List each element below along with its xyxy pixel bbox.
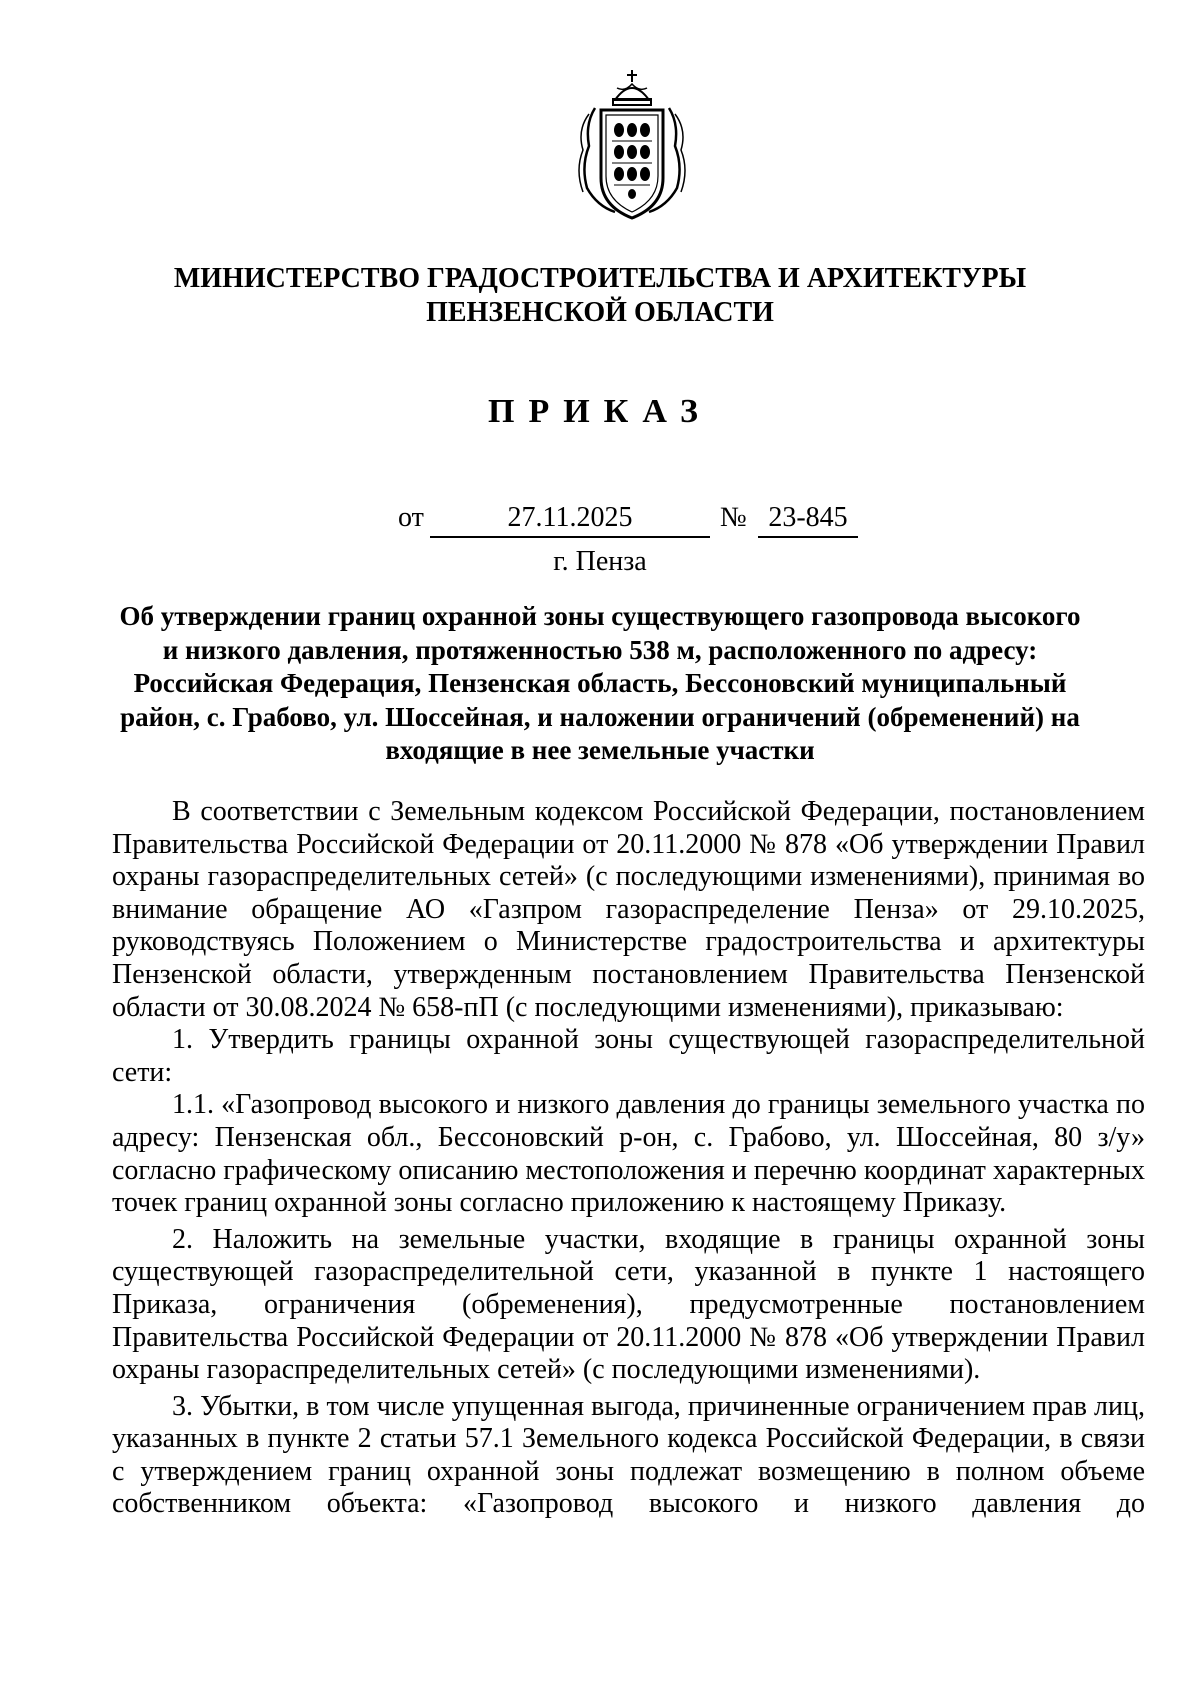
body-paragraph: 2. Наложить на земельные участки, входящие в границы охранной зоны существующей газораспределительной сети, указанной в пункте 1 настоящего Приказа, ограничения (обременения), предусмотренные постановлением Правительства Российской Федерации от 20.11.2000 № 878 «Об утверждении Правил охраны газораспределительных сетей» (с последующими изменениями). <box>112 1223 1145 1386</box>
number-label: № <box>720 502 747 533</box>
date-number-line <box>0 500 1200 540</box>
body-paragraph: В соответствии с Земельным кодексом Российской Федерации, постановлением Правительства Российской Федерации от 20.11.2000 № 878 «Об утверждении Правил охраны газораспределительных сетей» (с последующими изменениями), принимая во внимание обращение АО «Газпром газораспределение Пенза» от 29.10.2025, руководствуясь Положением о Министерстве градостроительства и архитектуры Пензенской области, утвержденным постановлением Правительства Пензенской области от 30.08.2024 № 658-пП (с последующими изменениями), приказываю: <box>112 796 1145 1023</box>
document-type-heading: ПРИКАЗ <box>488 393 712 430</box>
document-body <box>112 796 1145 1521</box>
ministry-name-line-1: МИНИСТЕРСТВО ГРАДОСТРОИТЕЛЬСТВА И АРХИТЕКТУРЫ <box>173 263 1027 294</box>
date-label: от <box>398 502 424 533</box>
document-date: 27.11.2025 <box>430 500 710 538</box>
body-paragraph: 1.1. «Газопровод высокого и низкого давления до границы земельного участка по адресу: Пензенская обл., Бессоновский р-он, с. Грабово, ул. Шоссейная, 80 з/у» согласно графическому описанию местоположения и перечню координат характерных точек границ охранной зоны согласно приложению к настоящему Приказу. <box>112 1089 1145 1219</box>
body-paragraph: 1. Утвердить границы охранной зоны существующей газораспределительной сети: <box>112 1024 1145 1088</box>
document-title: Об утверждении границ охранной зоны существующего газопровода высокого и низкого давления, протяженностью 538 м, расположенного по адресу: Российская Федерация, Пензенская область, Бессоновский муниципальный район, с. Грабово, ул. Шоссейная, и наложении ограничений (обременений) на входящие в нее земельные участки <box>119 601 1081 765</box>
body-paragraph: 3. Убытки, в том числе упущенная выгода, причиненные ограничением прав лиц, указанных в пункте 2 статьи 57.1 Земельного кодекса Российской Федерации, в связи с утверждением границ охранной зоны подлежат возмещению в полном объеме собственником объекта: «Газопровод высокого и низкого давления до <box>112 1390 1145 1520</box>
city-line: г. Пенза <box>553 546 647 577</box>
ministry-name-line-2: ПЕНЗЕНСКОЙ ОБЛАСТИ <box>426 297 774 328</box>
penza-region-coat-of-arms-icon <box>567 66 697 226</box>
document-number: 23-845 <box>758 500 858 538</box>
